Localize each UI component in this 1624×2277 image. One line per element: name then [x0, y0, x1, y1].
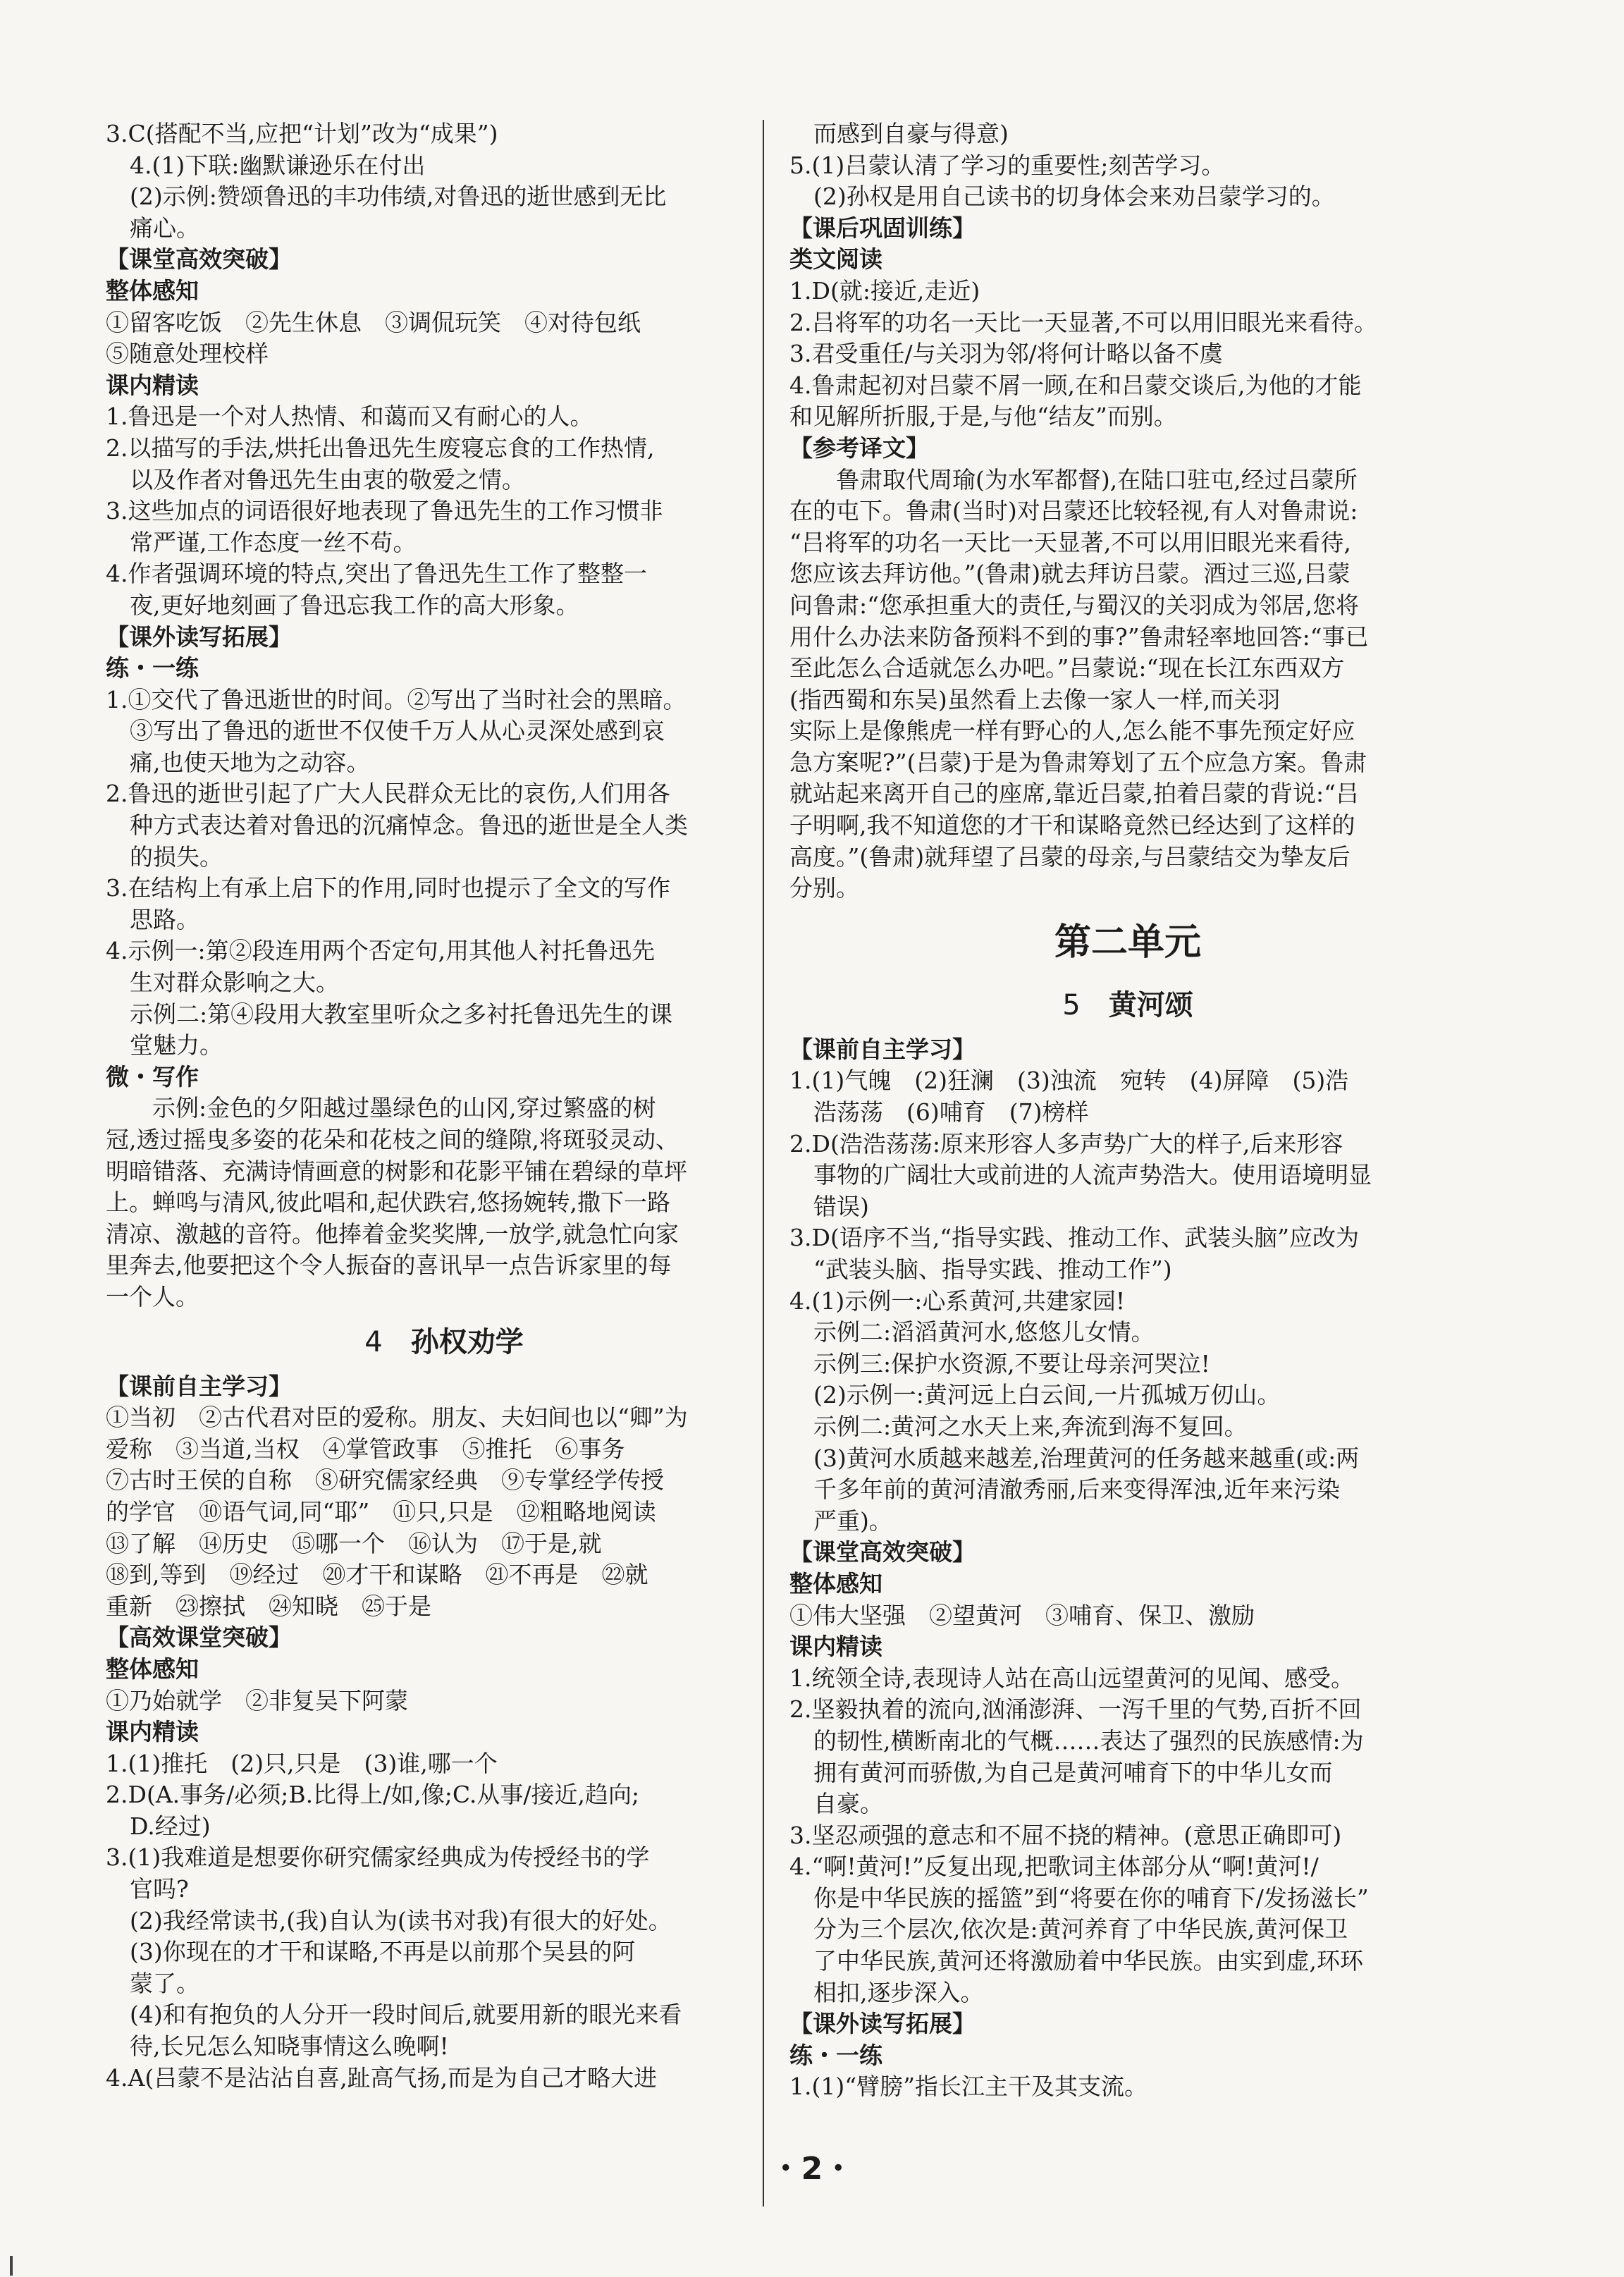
answer-block — [106, 685, 782, 1062]
text-line: 痛心。 — [130, 214, 199, 242]
text-line: 而感到自豪与得意) — [813, 120, 1009, 147]
text-line: ①伟大坚强 ②望黄河 ③哺育、保卫、激励 — [789, 1601, 1255, 1629]
text-line: 2.D(浩浩荡荡:原来形容人多声势广大的样子,后来形容 — [789, 1129, 1343, 1158]
left-column — [106, 118, 782, 2094]
answer-block — [106, 1402, 782, 1622]
text-line: 子明啊,我不知道您的才干和谋略竟然已经达到了这样的 — [789, 811, 1355, 840]
text-line: ⑦古时王侯的自称 ⑧研究儒家经典 ⑨专掌经学传授 — [106, 1466, 664, 1495]
text-line: 1.鲁迅是一个对人热情、和蔼而又有耐心的人。 — [106, 403, 593, 431]
text-line: 的损失。 — [130, 842, 223, 871]
text-line: 3.(1)我难道是想要你研究儒家经典成为传授经书的学 — [106, 1843, 650, 1872]
text-line: 一个人。 — [106, 1282, 199, 1311]
text-line: 相扣,逐步深入。 — [813, 1978, 984, 2006]
text-line: 示例二:黄河之水天上来,奔流到海不复回。 — [813, 1412, 1248, 1440]
text-line: 明暗错落、充满诗情画意的树影和花影平铺在碧绿的草坪 — [106, 1157, 687, 1185]
text-line: (3)黄河水质越来越差,治理黄河的任务越来越重(或:两 — [813, 1444, 1360, 1472]
text-line: 的学官 ⑩语气词,同“耶” ⑪只,只是 ⑫粗略地阅读 — [106, 1497, 656, 1526]
text-line: 至此怎么合适就怎么办吧。”吕蒙说:“现在长江东西双方 — [789, 654, 1345, 682]
section-heading: 【课前自主学习】 — [106, 1372, 292, 1400]
answer-block — [106, 118, 782, 244]
text-line: 3.君受重任/与关羽为邻/将何计略以备不虞 — [789, 340, 1223, 368]
text-line: 高度。”(鲁肃)就拜望了吕蒙的母亲,与吕蒙结交为挚友后 — [789, 842, 1351, 871]
text-line: 错误) — [813, 1192, 869, 1220]
text-line: 1.D(就:接近,走近) — [789, 276, 980, 305]
text-line: 4.(1)下联:幽默谦逊乐在付出 — [130, 151, 426, 179]
text-line: 蒙了。 — [130, 1969, 199, 1997]
text-line: 4.A(吕蒙不是沾沾自喜,趾高气扬,而是为自己才略大进 — [106, 2063, 658, 2092]
text-line: ③写出了鲁迅的逝世不仅使千万人从心灵深处感到哀 — [130, 717, 665, 745]
text-line: 上。蝉鸣与清风,彼此唱和,起伏跌宕,悠扬婉转,撒下一路 — [106, 1189, 670, 1217]
answer-block — [106, 1686, 782, 1717]
text-line: 实际上是像熊虎一样有野心的人,怎么能不事先预定好应 — [789, 717, 1355, 745]
text-line: 示例:金色的夕阳越过墨绿色的山冈,穿过繁盛的树 — [152, 1094, 656, 1122]
text-line: 3.D(语序不当,“指导实践、推动工作、武装头脑”应改为 — [789, 1224, 1360, 1252]
text-line: 4.作者强调环境的特点,突出了鲁迅先生工作了整整一 — [106, 560, 647, 588]
text-line: 常严谨,工作态度一丝不苟。 — [130, 528, 417, 556]
text-line: 2.坚毅执着的流向,汹涌澎湃、一泻千里的气势,百折不回 — [789, 1695, 1362, 1724]
text-line: (4)和有抱负的人分开一段时间后,就要用新的眼光来看 — [130, 2001, 682, 2029]
text-line: (2)示例:赞颂鲁迅的丰功伟绩,对鲁迅的逝世感到无比 — [130, 183, 667, 211]
subsection-heading: 课内精读 — [789, 1633, 882, 1661]
text-line: “吕将军的功名一天比一天显著,不可以用旧眼光来看待, — [789, 528, 1351, 556]
text-line: 夜,更好地刻画了鲁迅忘我工作的高大形象。 — [130, 591, 579, 619]
text-line: 鲁肃取代周瑜(为水军都督),在陆口驻屯,经过吕蒙所 — [836, 465, 1358, 493]
text-line: 了中华民族,黄河还将激励着中华民族。由实到虚,环环 — [813, 1947, 1363, 1975]
text-line: 1.(1)推托 (2)只,只是 (3)谁,哪一个 — [106, 1749, 498, 1777]
text-line: 1.(1)气魄 (2)狂澜 (3)浊流 宛转 (4)屏障 (5)浩 — [789, 1067, 1349, 1095]
text-line: ①当初 ②古代君对臣的爱称。朋友、夫妇间也以“卿”为 — [106, 1404, 688, 1432]
lesson-number: 4 — [364, 1325, 383, 1358]
subsection-heading: 练・一练 — [106, 654, 199, 682]
unit-title: 第二单元 — [1054, 921, 1201, 964]
text-line: 拥有黄河而骄傲,为自己是黄河哺育下的中华儿女而 — [813, 1758, 1333, 1786]
text-line: 示例二:滔滔黄河水,悠悠儿女情。 — [813, 1318, 1155, 1346]
text-line: 3.在结构上有承上启下的作用,同时也提示了全文的写作 — [106, 874, 670, 902]
subsection-heading: 整体感知 — [106, 1655, 199, 1683]
text-line: 3.这些加点的词语很好地表现了鲁迅先生的工作习惯非 — [106, 497, 663, 525]
text-line: 重新 ㉓擦拭 ㉔知晓 ㉕于是 — [106, 1592, 431, 1620]
text-line: “武装头脑、指导实践、推动工作”) — [813, 1256, 1172, 1283]
text-line: (2)孙权是用自己读书的切身体会来劝吕蒙学习的。 — [813, 183, 1335, 211]
text-line: 分为三个层次,依次是:黄河养育了中华民族,黄河保卫 — [813, 1915, 1348, 1944]
subsection-heading: 课内精读 — [106, 1718, 199, 1746]
text-line: 问鲁肃:“您承担重大的责任,与蜀汉的关羽成为邻居,您将 — [789, 591, 1359, 619]
lesson-name: 孙权劝学 — [410, 1325, 524, 1358]
text-line: 的韧性,横断南北的气概……表达了强烈的民族感情:为 — [813, 1726, 1364, 1755]
text-line: 4.(1)示例一:心系黄河,共建家园! — [789, 1287, 1126, 1315]
text-line: 浩荡荡 (6)哺育 (7)榜样 — [813, 1098, 1089, 1127]
subsection-heading: 整体感知 — [106, 276, 199, 305]
answer-block — [106, 307, 782, 370]
lesson-number: 5 — [1062, 988, 1081, 1021]
reference-translation — [789, 465, 1466, 904]
text-line: 3.坚忍顽强的意志和不屈不挠的精神。(意思正确即可) — [789, 1821, 1342, 1849]
subsection-heading: 微・写作 — [106, 1062, 199, 1091]
text-line: (2)示例一:黄河远上白云间,一片孤城万仞山。 — [813, 1381, 1281, 1409]
scan-mark — [10, 2256, 13, 2276]
section-heading: 【课堂高效突破】 — [789, 1538, 976, 1566]
text-line: 在的屯下。鲁肃(当时)对吕蒙还比较轻视,有人对鲁肃说: — [789, 497, 1358, 525]
text-line: 您应该去拜访他。”(鲁肃)就去拜访吕蒙。酒过三巡,吕蒙 — [789, 560, 1351, 588]
text-line: 5.(1)吕蒙认清了学习的重要性;刻苦学习。 — [789, 151, 1225, 179]
text-line: ⑱到,等到 ⑲经过 ⑳才干和谋略 ㉑不再是 ㉒就 — [106, 1561, 648, 1589]
text-line: 种方式表达着对鲁迅的沉痛悼念。鲁迅的逝世是全人类 — [130, 811, 688, 840]
section-heading: 【课后巩固训练】 — [789, 214, 976, 242]
text-line: 2.吕将军的功名一天比一天显著,不可以用旧眼光来看待。 — [789, 308, 1377, 336]
text-line: 思路。 — [130, 905, 199, 933]
answer-block — [789, 1663, 1466, 2009]
section-heading: 【课前自主学习】 — [789, 1035, 976, 1063]
text-line: ⑤随意处理校样 — [106, 340, 269, 368]
section-heading: 【高效课堂突破】 — [106, 1624, 292, 1652]
text-line: 堂魅力。 — [130, 1031, 223, 1060]
text-line: 用什么办法来防备预料不到的事?”鲁肃轻率地回答:“事已 — [789, 622, 1369, 651]
text-line: 示例三:保护水资源,不要让母亲河哭泣! — [813, 1349, 1210, 1377]
text-line: 官吗? — [130, 1875, 189, 1903]
lesson-title — [106, 1319, 782, 1365]
text-line: 就站起来离开自己的座席,靠近吕蒙,拍着吕蒙的背说:“吕 — [789, 780, 1359, 808]
text-line: 1.统领全诗,表现诗人站在高山远望黄河的见闻、感受。 — [789, 1664, 1354, 1692]
text-line: 4.鲁肃起初对吕蒙不屑一顾,在和吕蒙交谈后,为他的才能 — [789, 371, 1362, 399]
section-heading: 【课外读写拓展】 — [106, 622, 292, 651]
text-line: 4.“啊!黄河!”反复出现,把歌词主体部分从“啊!黄河!/ — [789, 1853, 1319, 1881]
text-line: 4.示例一:第②段连用两个否定句,用其他人衬托鲁迅先 — [106, 937, 656, 965]
subsection-heading: 类文阅读 — [789, 245, 882, 274]
answer-block — [106, 401, 782, 621]
subsection-heading: 练・一练 — [789, 2041, 882, 2069]
answer-block — [789, 118, 1466, 213]
text-line: 和见解所折服,于是,与他“结友”而别。 — [789, 403, 1177, 431]
text-line: 事物的广阔壮大或前进的人流声势浩大。使用语境明显 — [813, 1161, 1372, 1189]
text-line: ①留客吃饭 ②先生休息 ③调侃玩笑 ④对待包纸 — [106, 308, 641, 336]
text-line: ⑬了解 ⑭历史 ⑮哪一个 ⑯认为 ⑰于是,就 — [106, 1529, 602, 1557]
text-line: 2.以描写的手法,烘托出鲁迅先生废寝忘食的工作热情, — [106, 434, 655, 462]
text-line: 急方案呢?”(吕蒙)于是为鲁肃筹划了五个应急方案。鲁肃 — [789, 748, 1367, 776]
text-line: 爱称 ③当道,当权 ④掌管政事 ⑤推托 ⑥事务 — [106, 1435, 625, 1463]
text-line: 里奔去,他要把这个令人振奋的喜讯早一点告诉家里的每 — [106, 1251, 672, 1279]
answer-block — [789, 1600, 1466, 1632]
text-line: 痛,也使天地为之动容。 — [130, 748, 370, 776]
text-line: 你是中华民族的摇篮”到“将要在你的哺育下/发扬滋长” — [813, 1884, 1369, 1912]
subsection-heading: 课内精读 — [106, 371, 199, 399]
text-line: 1.(1)“臂膀”指长江主干及其支流。 — [789, 2073, 1148, 2101]
text-line: 冠,透过摇曳多姿的花朵和花枝之间的缝隙,将斑驳灵动、 — [106, 1126, 679, 1153]
answer-block — [789, 276, 1466, 433]
text-line: 2.鲁迅的逝世引起了广大人民群众无比的哀伤,人们用各 — [106, 780, 670, 808]
text-line: ①乃始就学 ②非复吴下阿蒙 — [106, 1686, 408, 1714]
text-line: (指西蜀和东吴)虽然看上去像一家人一样,而关羽 — [789, 685, 1281, 713]
lesson-title — [789, 982, 1466, 1029]
text-line: 3.C(搭配不当,应把“计划”改为“成果”) — [106, 120, 498, 147]
right-column — [789, 118, 1466, 2103]
text-line: 2.D(A.事务/必须;B.比得上/如,像;C.从事/接近,趋向; — [106, 1781, 640, 1809]
section-heading: 【参考译文】 — [789, 434, 929, 462]
text-line: 严重)。 — [813, 1506, 892, 1535]
text-line: (3)你现在的才干和谋略,不再是以前那个吴县的阿 — [130, 1938, 636, 1966]
writing-sample — [106, 1093, 782, 1313]
text-line: 分别。 — [789, 874, 859, 902]
text-line: 千多年前的黄河清澈秀丽,后来变得浑浊,近年来污染 — [813, 1475, 1340, 1504]
text-line: 示例二:第④段用大教室里听众之多衬托鲁迅先生的课 — [130, 1000, 673, 1028]
section-heading: 【课外读写拓展】 — [789, 2010, 976, 2038]
text-line: 1.①交代了鲁迅逝世的时间。②写出了当时社会的黑暗。 — [106, 685, 687, 713]
text-line: (2)我经常读书,(我)自认为(读书对我)有很大的好处。 — [130, 1906, 672, 1934]
lesson-name: 黄河颂 — [1108, 988, 1193, 1021]
text-line: 清凉、激越的音符。他捧着金奖奖牌,一放学,就急忙向家 — [106, 1220, 679, 1248]
page-number: ・2・ — [770, 2151, 854, 2187]
section-heading: 【课堂高效突破】 — [106, 245, 292, 274]
subsection-heading: 整体感知 — [789, 1569, 882, 1597]
answer-block — [789, 1065, 1466, 1537]
text-line: 以及作者对鲁迅先生由衷的敬爱之情。 — [130, 465, 525, 493]
text-line: 自豪。 — [813, 1790, 883, 1818]
answer-block — [106, 1748, 782, 2094]
text-line: 待,长兄怎么知晓事情这么晚啊! — [130, 2032, 449, 2061]
answer-block — [789, 2071, 1466, 2103]
text-line: 生对群众影响之大。 — [130, 969, 339, 997]
text-line: D.经过) — [130, 1812, 211, 1840]
